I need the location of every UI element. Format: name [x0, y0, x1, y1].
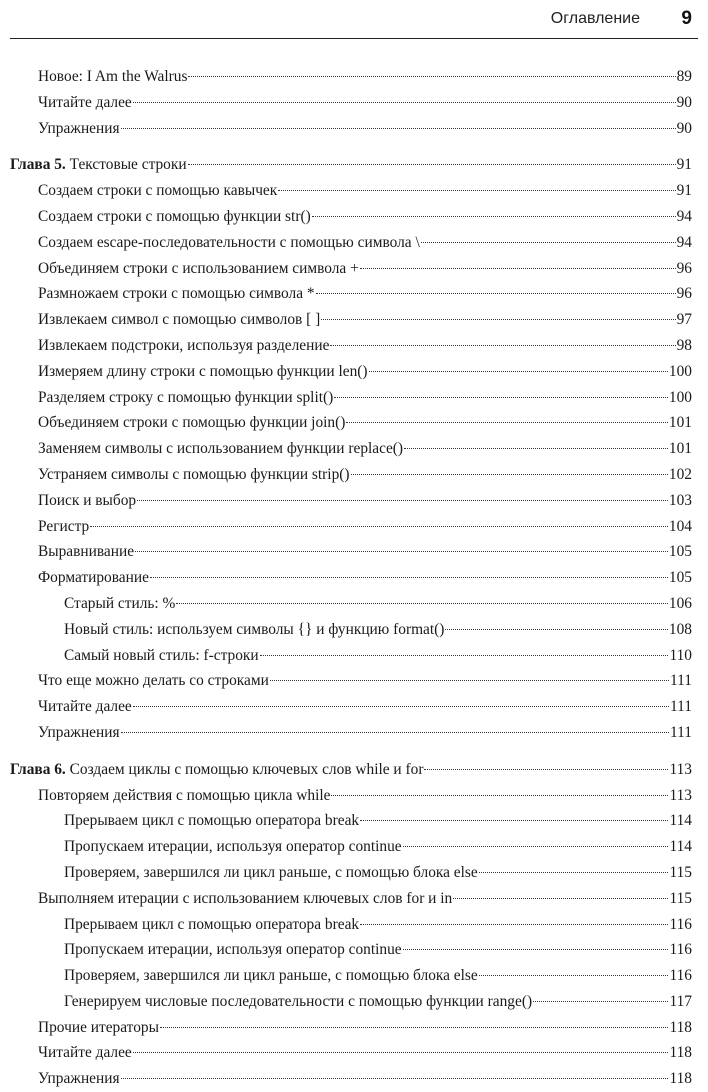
dot-leader: [404, 448, 668, 449]
toc-entry[interactable]: [10, 230, 692, 256]
toc-entry[interactable]: [10, 488, 692, 514]
toc-entry-page: 116: [669, 941, 692, 959]
toc-entry[interactable]: [10, 90, 692, 116]
dot-leader: [121, 128, 676, 129]
toc-entry-page: 116: [669, 915, 692, 933]
entry-text: Регистр: [38, 517, 90, 535]
toc-entry-title: [38, 178, 277, 204]
toc-entry[interactable]: [10, 694, 692, 720]
toc-entry-page: 101: [668, 440, 692, 458]
dot-leader: [137, 500, 668, 501]
toc-entry-page: 111: [670, 698, 692, 716]
toc-entry[interactable]: [10, 256, 692, 282]
toc-entry-title: [38, 1015, 159, 1041]
toc-entry-title: [64, 860, 478, 886]
toc-entry-title: [38, 694, 132, 720]
toc-entry-page: 118: [669, 1044, 692, 1062]
toc-entry[interactable]: [10, 436, 692, 462]
dot-leader: [424, 769, 668, 770]
entry-text: Создаем строки с помощью кавычек: [38, 182, 278, 200]
toc-entry-page: 110: [669, 646, 692, 664]
dot-leader: [176, 603, 668, 604]
toc-entry-page: 113: [669, 786, 692, 804]
dot-leader: [369, 371, 668, 372]
toc-entry-title: [64, 643, 259, 669]
dot-leader: [445, 629, 668, 630]
toc-entry-title: [38, 256, 359, 282]
toc-entry-title: [38, 359, 368, 385]
dot-leader: [334, 397, 668, 398]
toc-entry[interactable]: [10, 539, 692, 565]
entry-text: Размножаем строки с помощью символа *: [38, 285, 315, 303]
toc-entry-title: [38, 116, 120, 142]
entry-text: Выравнивание: [38, 543, 135, 561]
toc-entry-page: 115: [669, 863, 692, 881]
dot-leader: [479, 975, 669, 976]
toc-entry[interactable]: [10, 989, 692, 1015]
toc-entry[interactable]: [10, 462, 692, 488]
toc-entry[interactable]: [10, 1066, 692, 1092]
toc-entry-title: [38, 90, 132, 116]
entry-text: Прерываем цикл с помощью оператора break: [64, 812, 360, 830]
toc-entry[interactable]: [10, 808, 692, 834]
entry-text: Заменяем символы с использованием функции replace(): [38, 440, 404, 458]
entry-text: Генерируем числовые последовательности с помощью функции range(): [64, 992, 533, 1010]
toc-entry-title: [64, 617, 444, 643]
running-header: [10, 0, 698, 39]
page-number: 9: [681, 8, 692, 29]
entry-text: Читайте далее: [38, 93, 132, 111]
toc-entry-page: 111: [670, 672, 692, 690]
toc-entry-page: 101: [668, 414, 692, 432]
entry-text: Создаем строки с помощью функции str(): [38, 207, 311, 225]
dot-leader: [321, 319, 675, 320]
entry-text: Проверяем, завершился ли цикл раньше, с помощью блока else: [64, 967, 478, 985]
toc-chapter-entry[interactable]: [10, 152, 692, 178]
toc-entry-page: 115: [669, 889, 692, 907]
toc-entry-page: 114: [669, 838, 692, 856]
dot-leader: [360, 924, 668, 925]
toc-entry-title: [38, 783, 330, 809]
dot-leader: [316, 293, 676, 294]
toc-entry-title: [38, 64, 187, 90]
toc-entry-page: 89: [676, 68, 692, 85]
toc-entry-page: 91: [676, 182, 692, 200]
dot-leader: [331, 795, 668, 796]
toc-entry-page: 108: [668, 620, 692, 638]
toc-entry-title: [38, 539, 134, 565]
chapter-label: Глава 5.: [10, 156, 66, 174]
toc-entry-page: 104: [668, 517, 692, 535]
toc-entry-title: [38, 385, 333, 411]
entry-text: Что еще можно делать со строками: [38, 672, 269, 690]
dot-leader: [188, 76, 675, 77]
dot-leader: [135, 551, 668, 552]
entry-text: Разделяем строку с помощью функции split(): [38, 388, 334, 406]
dot-leader: [121, 1078, 669, 1079]
entry-text: Извлекаем символ с помощью символов [ ]: [38, 311, 321, 329]
toc-entry-page: 91: [676, 156, 692, 174]
toc-entry[interactable]: [10, 307, 692, 333]
toc-entry[interactable]: [10, 963, 692, 989]
dot-leader: [160, 1027, 669, 1028]
dot-leader: [121, 732, 669, 733]
toc-entry-page: 98: [676, 336, 692, 354]
entry-text: Прерываем цикл с помощью оператора break: [64, 915, 360, 933]
dot-leader: [133, 1052, 669, 1053]
toc-entry-title: [10, 757, 423, 783]
toc-entry-title: [38, 204, 311, 230]
toc-entry[interactable]: [10, 116, 692, 142]
toc-entry-title: [64, 963, 478, 989]
dot-leader: [133, 706, 669, 707]
toc-entry-title: [38, 230, 420, 256]
entry-text: Устраняем символы с помощью функции strip(): [38, 465, 350, 483]
toc-entry-page: 96: [676, 285, 692, 303]
toc-entry-page: 111: [670, 723, 692, 741]
entry-text: Читайте далее: [38, 1044, 132, 1062]
toc-entry-page: 118: [669, 1018, 692, 1036]
dot-leader: [133, 102, 676, 103]
dot-leader: [453, 898, 668, 899]
dot-leader: [260, 655, 669, 656]
toc-entry-page: 117: [669, 992, 692, 1010]
dot-leader: [421, 242, 676, 243]
dot-leader: [330, 345, 675, 346]
dot-leader: [479, 872, 669, 873]
toc-entry[interactable]: [10, 178, 692, 204]
toc-entry[interactable]: [10, 359, 692, 385]
toc-entry-page: 90: [676, 93, 692, 111]
entry-text: Старый стиль: %: [64, 594, 176, 612]
toc-entry[interactable]: [10, 668, 692, 694]
entry-text: Извлекаем подстроки, используя разделение: [38, 336, 330, 354]
table-of-contents: [10, 64, 692, 1092]
dot-leader: [360, 268, 676, 269]
toc-entry[interactable]: [10, 64, 692, 90]
toc-entry-page: 94: [676, 207, 692, 225]
dot-leader: [312, 216, 676, 217]
toc-entry-title: [38, 281, 315, 307]
entry-text: Создаем escape-последовательности с помощью символа \: [38, 233, 420, 251]
toc-entry[interactable]: [10, 204, 692, 230]
dot-leader: [403, 949, 669, 950]
toc-entry-title: [38, 720, 120, 746]
toc-entry-title: [38, 886, 452, 912]
entry-text: Упражнения: [38, 119, 120, 137]
entry-text: Прочие итераторы: [38, 1018, 159, 1036]
toc-entry-page: 100: [668, 362, 692, 380]
entry-text: Пропускаем итерации, используя оператор continue: [64, 838, 402, 856]
toc-entry[interactable]: [10, 565, 692, 591]
toc-entry-page: 96: [676, 259, 692, 277]
toc-entry-title: [64, 937, 402, 963]
dot-leader: [90, 526, 668, 527]
dot-leader: [278, 190, 675, 191]
dot-leader: [351, 474, 668, 475]
toc-entry-title: [64, 912, 359, 938]
dot-leader: [403, 846, 669, 847]
toc-entry-title: [64, 591, 175, 617]
toc-entry-page: 116: [669, 967, 692, 985]
toc-entry[interactable]: [10, 333, 692, 359]
toc-entry-title: [38, 565, 149, 591]
toc-entry[interactable]: [10, 281, 692, 307]
entry-text: Текстовые строки: [69, 156, 187, 174]
toc-entry-title: [38, 1066, 120, 1092]
entry-text: Новое: I Am the Walrus: [38, 68, 188, 85]
toc-entry-title: [38, 436, 403, 462]
toc-entry[interactable]: [10, 1015, 692, 1041]
entry-text: Объединяем строки с использованием символа +: [38, 259, 359, 277]
toc-entry-title: [38, 307, 320, 333]
toc-entry-page: 113: [669, 760, 692, 778]
toc-entry[interactable]: [10, 720, 692, 746]
section-title: Оглавление: [550, 10, 640, 27]
toc-entry[interactable]: [10, 617, 692, 643]
toc-entry[interactable]: [10, 591, 692, 617]
toc-entry[interactable]: [10, 834, 692, 860]
toc-entry[interactable]: [10, 937, 692, 963]
toc-entry-page: 103: [668, 491, 692, 509]
entry-text: Форматирование: [38, 569, 149, 587]
toc-entry-page: 94: [676, 233, 692, 251]
dot-leader: [150, 577, 668, 578]
toc-chapter-entry[interactable]: [10, 757, 692, 783]
toc-entry[interactable]: [10, 1040, 692, 1066]
dot-leader: [270, 680, 669, 681]
entry-text: Поиск и выбор: [38, 491, 137, 509]
toc-entry[interactable]: [10, 385, 692, 411]
entry-text: Выполняем итерации с использованием ключевых слов for и in: [38, 889, 453, 907]
toc-entry[interactable]: [10, 410, 692, 436]
entry-text: Упражнения: [38, 1070, 120, 1088]
toc-entry[interactable]: [10, 886, 692, 912]
entry-text: Упражнения: [38, 723, 120, 741]
toc-entry-title: [10, 152, 187, 178]
dot-leader: [360, 820, 668, 821]
toc-entry[interactable]: [10, 514, 692, 540]
toc-entry-page: 105: [668, 543, 692, 561]
toc-entry-page: 106: [668, 594, 692, 612]
toc-entry[interactable]: [10, 783, 692, 809]
toc-entry-title: [64, 834, 402, 860]
toc-entry-title: [64, 808, 359, 834]
entry-text: Проверяем, завершился ли цикл раньше, с помощью блока else: [64, 863, 478, 881]
toc-entry-title: [38, 488, 136, 514]
toc-entry-title: [38, 1040, 132, 1066]
toc-entry[interactable]: [10, 912, 692, 938]
toc-entry[interactable]: [10, 860, 692, 886]
toc-entry-page: 97: [676, 311, 692, 329]
entry-text: Повторяем действия с помощью цикла while: [38, 786, 331, 804]
toc-entry-title: [38, 410, 345, 436]
entry-text: Самый новый стиль: f-строки: [64, 646, 259, 664]
toc-entry-title: [38, 514, 89, 540]
dot-leader: [533, 1001, 668, 1002]
entry-text: Читайте далее: [38, 698, 132, 716]
toc-entry-page: 102: [668, 465, 692, 483]
dot-leader: [188, 164, 676, 165]
toc-entry-title: [38, 462, 350, 488]
entry-text: Объединяем строки с помощью функции join(): [38, 414, 346, 432]
toc-entry-title: [38, 668, 269, 694]
toc-entry-page: 118: [669, 1070, 692, 1088]
entry-text: Создаем циклы с помощью ключевых слов while и for: [69, 760, 424, 778]
entry-text: Пропускаем итерации, используя оператор continue: [64, 941, 402, 959]
dot-leader: [346, 422, 668, 423]
toc-entry[interactable]: [10, 643, 692, 669]
toc-entry-page: 90: [676, 119, 692, 137]
toc-entry-page: 114: [669, 812, 692, 830]
chapter-label: Глава 6.: [10, 760, 66, 778]
toc-entry-title: [38, 333, 329, 359]
entry-text: Измеряем длину строки с помощью функции len(): [38, 362, 368, 380]
toc-entry-page: 105: [668, 569, 692, 587]
toc-entry-title: [64, 989, 532, 1015]
entry-text: Новый стиль: используем символы {} и функцию format(): [64, 620, 445, 638]
toc-entry-page: 100: [668, 388, 692, 406]
